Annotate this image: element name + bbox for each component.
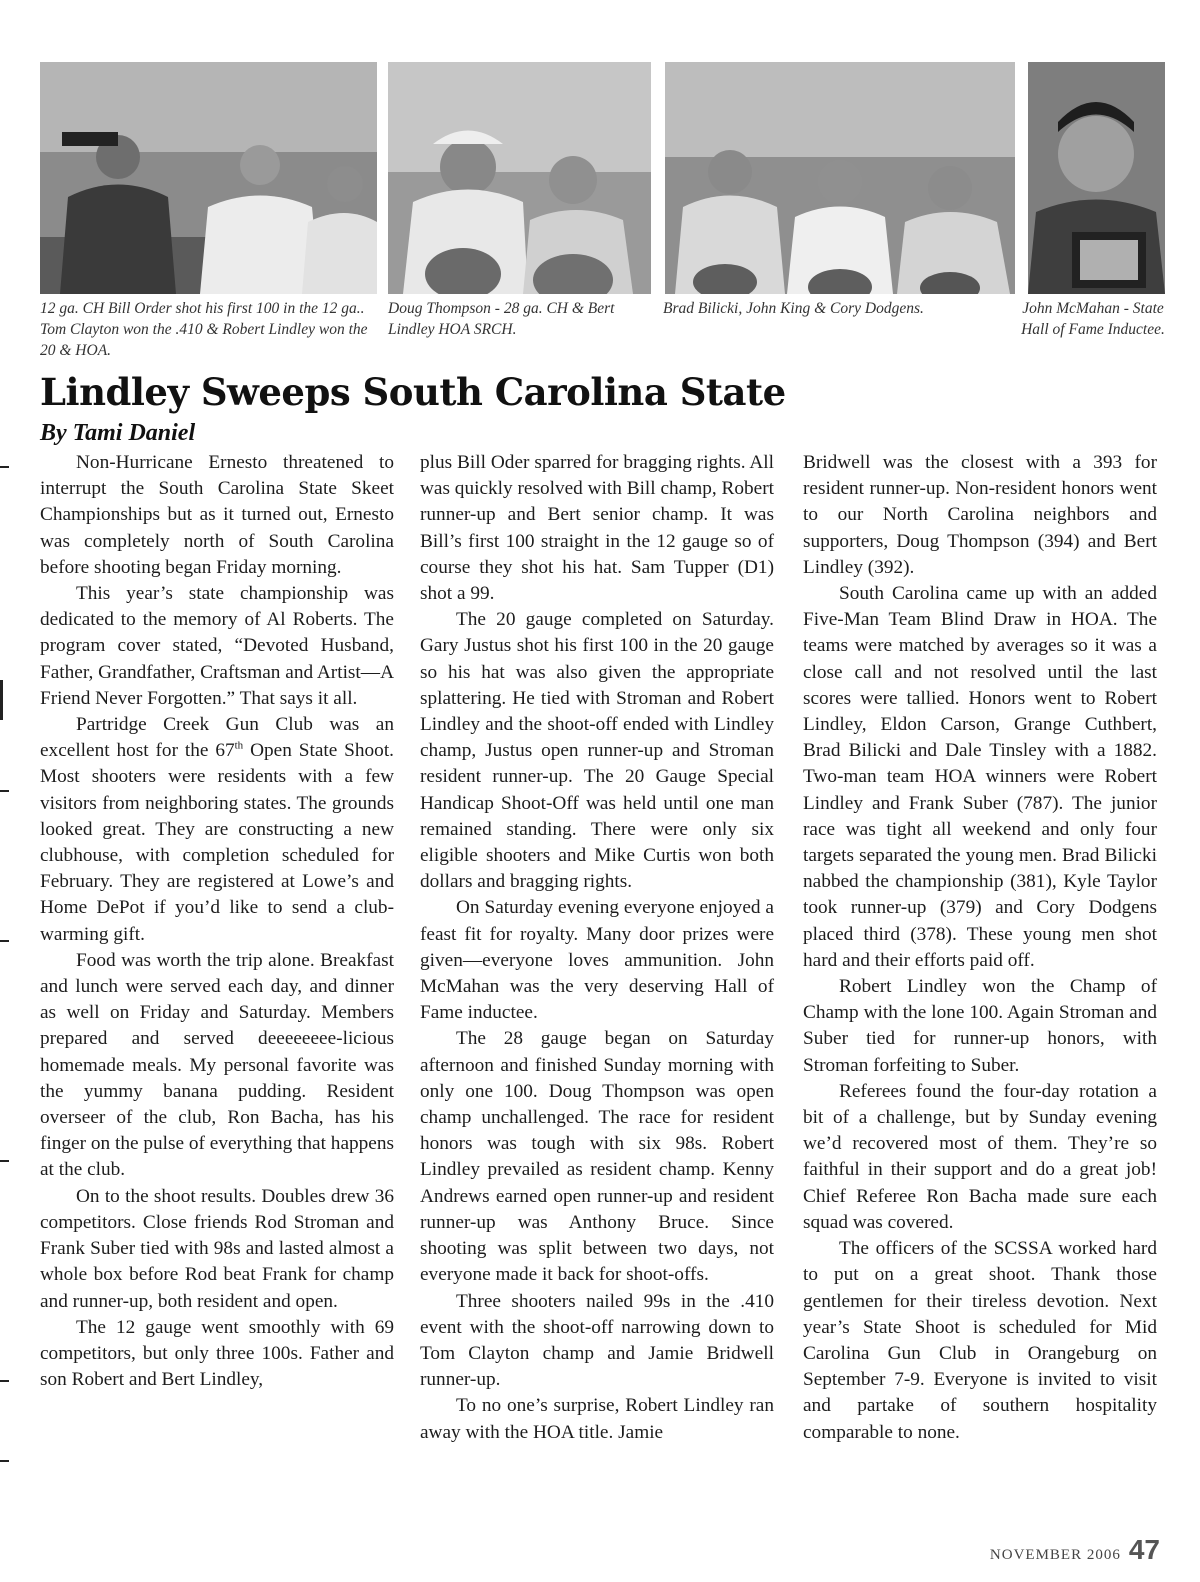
paragraph: The 20 gauge completed on Saturday. Gary Justus shot his first 100 in the 20 gauge so his hat was also given the appropriate splattering. He tied with Stroman and Robert Lindley and the shoot-off ended with Lindley champ, Justus open runner-up and Stroman resident runner-up. The 20 Gauge Special Handicap Shoot-Off was held until one man remained standing. There were only six eligible shooters and Mike Curtis won both dollars and bragging rights. [420, 609, 774, 893]
scan-mark [0, 1380, 9, 1382]
photo-caption: Brad Bilicki, John King & Cory Dodgens. [663, 300, 924, 317]
paragraph: The officers of the SCSSA worked hard to put on a great shoot. Thank those gentlemen for their tireless devotion. Next year’s State Shoot is scheduled for Mid Carolina Gun Club in Orangeburg on September 7-9. Everyone is invited to visit and partake of southern hospitality comparable to none. [803, 1238, 1157, 1443]
scan-mark [0, 680, 3, 720]
photo-28-gauge-winners [388, 62, 651, 294]
article-column-1 [40, 450, 394, 1393]
paragraph: plus Bill Oder sparred for bragging rights. All was quickly resolved with Bill champ, Robert runner-up and Bert senior champ. It was Bill’s first 100 straight in the 12 gauge so of course they shot his hat. Sam Tupper (D1) shot a 99. [420, 452, 774, 605]
paragraph: On to the shoot results. Doubles drew 36 competitors. Close friends Rod Stroman and Frank Suber tied with 98s and lasted almost a whole box before Rod beat Frank for champ and runner-up, both resident and open. [40, 1185, 394, 1312]
scan-mark [0, 466, 9, 468]
paragraph: Three shooters nailed 99s in the .410 event with the shoot-off narrowing down to Tom Clayton champ and Jamie Bridwell runner-up. [420, 1290, 774, 1391]
scan-mark [0, 1460, 9, 1462]
photo-caption: Doug Thompson - 28 ga. CH & Bert Lindley HOA SRCH. [388, 300, 615, 338]
paragraph: To no one’s surprise, Robert Lindley ran away with the HOA title. Jamie [420, 1395, 774, 1443]
issue-date: NOVEMBER 2006 [989, 1547, 1121, 1563]
paragraph: This year’s state championship was dedicated to the memory of Al Roberts. The program cover stated, “Devoted Husband, Father, Grandfather, Craftsman and Artist—A Friend Never Forgotten.” That says it all. [40, 583, 394, 709]
page-number: 47 [1128, 1534, 1160, 1565]
paragraph: Bridwell was the closest with a 393 for resident runner-up. Non-resident honors went to our North Carolina neighbors and supporters, Doug Thompson (394) and Bert Lindley (392). [803, 452, 1157, 578]
paragraph: Non-Hurricane Ernesto threatened to interrupt the South Carolina State Skeet Championships but as it turned out, Ernesto was completely north of South Carolina before shooting began Friday morning. [40, 452, 394, 578]
photo-caption: John McMahan - State Hall of Fame Inductee. [1021, 300, 1165, 338]
paragraph: Referees found the four-day rotation a bit of a challenge, but by Sunday evening we’d recovered most of them. They’re so faithful in their support and do a great job! Chief Referee Ron Bacha made sure each squad was covered. [803, 1080, 1157, 1233]
photo-junior-winners [665, 62, 1015, 294]
article-column-2 [420, 450, 774, 1446]
paragraph: Robert Lindley won the Champ of Champ with the lone 100. Again Stroman and Suber tied for runner-up honors, with Stroman forfeiting to Suber. [803, 976, 1157, 1076]
page-footer [990, 1534, 1160, 1566]
paragraph: Food was worth the trip alone. Breakfast and lunch were served each day, and dinner as well on Friday and Saturday. Members prepared and served deeeeeeee-licious homemade meals. My personal favorite was the yummy banana pudding. Resident overseer of the club, Ron Bacha, has his finger on the pulse of everything that happens at the club. [40, 949, 394, 1181]
scan-mark [0, 1160, 9, 1162]
scan-mark [0, 940, 9, 942]
scan-mark [0, 790, 9, 792]
photo-hall-of-fame-inductee [1028, 62, 1165, 294]
article-column-3 [803, 450, 1157, 1446]
photo-caption: 12 ga. CH Bill Order shot his first 100 in the 12 ga.. Tom Clayton won the .410 & Robert Lindley won the 20 & HOA. [40, 300, 368, 359]
article-headline: Lindley Sweeps South Carolina State [40, 370, 786, 414]
paragraph: South Carolina came up with an added Five-Man Team Blind Draw in HOA. The teams were matched by averages so it was a close call and not resolved until the last scores were tallied. Honors went to Robert Lindley, Eldon Carson, Grange Cuthbert, Brad Bilicki and Dale Tinsley with a 1882. Two-man team HOA winners were Robert Lindley and Frank Suber (787). The junior race was tight all weekend and only four targets separated the young men. Brad Bilicki nabbed the championship (381), Kyle Taylor took runner-up (379) and Cory Dodgens placed third (378). These young men shot hard and their efforts paid off. [803, 583, 1157, 971]
article-byline: By Tami Daniel [40, 420, 196, 446]
paragraph: The 12 gauge went smoothly with 69 competitors, but only three 100s. Father and son Robert and Bert Lindley, [40, 1316, 394, 1391]
paragraph: Partridge Creek Gun Club was an excellent host for the 67th Open State Shoot. Most shooters were residents with a few visitors from neighboring states. The grounds looked great. They are constructing a new clubhouse, with completion scheduled for February. They are registered at Lowe’s and Home DePot if you’d like to send a club-warming gift. [40, 714, 395, 945]
photo-12-gauge-winners [40, 62, 377, 294]
paragraph: On Saturday evening everyone enjoyed a feast fit for royalty. Many door prizes were given—everyone loves ammunition. John McMahan was the very deserving Hall of Fame inductee. [420, 897, 774, 1024]
paragraph: The 28 gauge began on Saturday afternoon and finished Sunday morning with only one 100. Doug Thompson was open champ unchallenged. The race for resident honors was tough with six 98s. Robert Lindley prevailed as resident champ. Kenny Andrews earned open runner-up and resident runner-up was Anthony Bruce. Since shooting was split between two days, not everyone made it back for shoot-offs. [420, 1028, 774, 1286]
